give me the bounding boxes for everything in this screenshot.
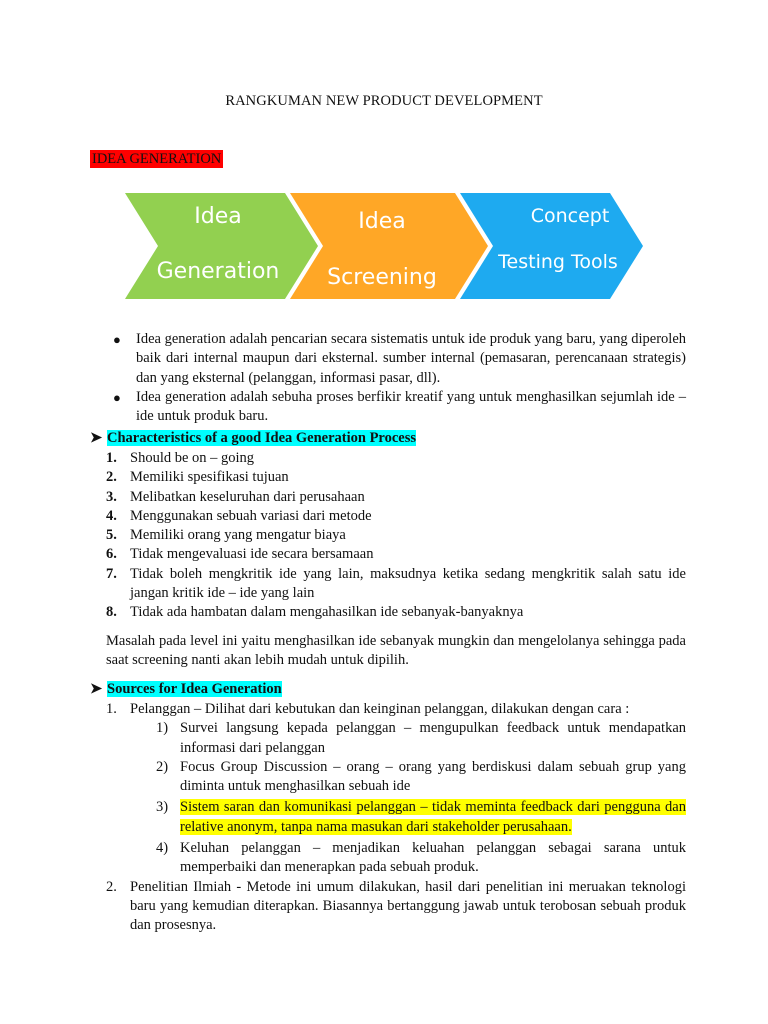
chevron-3-line1: Concept (530, 205, 610, 227)
chevron-1-line1: Idea (194, 204, 242, 229)
list-item (106, 388, 686, 427)
sub-list-item: 3) Sistem saran dan komunikasi pelanggan – tidak meminta feedback dari pengguna dan relative anonym, tanpa nama masukan dari stakeholder perusahaan. (156, 799, 686, 835)
sub-list-item-text: Survei langsung kepada pelanggan – mengupulkan feedback untuk mendapatkan informasi dari pelanggan (180, 720, 686, 756)
list-item-text: Should be on – going (130, 450, 255, 466)
list-item: 1. Pelanggan – Dilihat dari kebutukan dan keinginan pelanggan, dilakukan dengan cara : (106, 701, 630, 717)
list-item-text: Menggunakan sebuah variasi dari metode (130, 507, 372, 524)
characteristics-heading-text: Characteristics of a good Idea Generation Process (107, 430, 417, 446)
body-paragraph: Masalah pada level ini yaitu menghasilkan ide sebanyak mungkin dan mengelolanya sehingga pada saat screening nanti akan lebih mudah untuk dipilih. (106, 633, 686, 669)
sub-list-item-text: Keluhan pelanggan – menjadikan keluahan pelanggan sebagai sarana untuk memperbaiki dan menerapkan pada sebuah produk. (180, 840, 686, 876)
sub-list-item-text-highlighted: Sistem saran dan komunikasi pelanggan – tidak meminta feedback dari pengguna dan relative anonym, tanpa nama masukan dari stakeholder perusahaan. (180, 799, 686, 835)
chevron-3-line2: Testing Tools (498, 251, 618, 273)
sub-list-item-text: Focus Group Discussion – orang – orang yang berdiskusi dalam sebuah grup yang diminta untuk menghasilkan sebuah ide (180, 758, 686, 795)
list-item-text: Memiliki orang yang mengatur biaya (130, 527, 346, 544)
sources-heading (90, 680, 282, 699)
characteristics-heading (90, 429, 416, 448)
list-item (106, 330, 686, 388)
list-item-text: Pelanggan – Dilihat dari kebutukan dan keinginan pelanggan, dilakukan dengan cara : (130, 701, 630, 717)
chevron-2-line2: Screening (327, 265, 437, 290)
bullet-dot-icon: ● (113, 389, 121, 405)
list-item-text: Tidak boleh mengkritik ide yang lain, maksudnya ketika sedang mengkritik salah satu ide jangan kritik ide – ide yang lain (130, 565, 686, 602)
list-item: 5. Memiliki orang yang mengatur biaya (106, 527, 346, 544)
sub-list-item: 1) Survei langsung kepada pelanggan – mengupulkan feedback untuk mendapatkan informasi dari pelanggan (156, 720, 686, 756)
characteristics-list (106, 449, 686, 623)
list-item-text: Melibatkan keseluruhan dari perusahaan (130, 488, 365, 505)
list-item-text: Tidak ada hambatan dalam mengahasilkan ide sebanyak-banyaknya (130, 604, 524, 621)
list-item: 2. Penelitian Ilmiah - Metode ini umum dilakukan, hasil dari penelitian ini meruakan teknologi baru yang kemudian diterapkan. Biasannya bertanggung jawab untuk terobosan sebuah produk dan prosesnya. (106, 878, 686, 934)
process-flow-diagram (120, 191, 650, 301)
list-item-text: Penelitian Ilmiah - Metode ini umum dilakukan, hasil dari penelitian ini meruakan teknologi baru yang kemudian diterapkan. Biasannya bertanggung jawab untuk terobosan sebuah produk dan prosesnya. (130, 878, 686, 934)
chevron-1-line2: Generation (156, 259, 280, 284)
list-item: 6. Tidak mengevaluasi ide secara bersamaan (106, 546, 374, 563)
list-item: 7. Tidak boleh mengkritik ide yang lain, maksudnya ketika sedang mengkritik salah satu ide jangan kritik ide – ide yang lain (106, 565, 686, 602)
sub-list-item: 2) Focus Group Discussion – orang – orang yang berdiskusi dalam sebuah grup yang diminta untuk menghasilkan sebuah ide (156, 758, 686, 795)
list-item-text: Memiliki spesifikasi tujuan (130, 469, 289, 486)
arrow-right-icon: ➤ (90, 681, 103, 697)
intro-bullet-list (106, 330, 686, 426)
list-item: 1. Should be on – going (106, 450, 255, 466)
list-item: 8. Tidak ada hambatan dalam mengahasilkan ide sebanyak-banyaknya (106, 604, 524, 621)
list-item-text: Tidak mengevaluasi ide secara bersamaan (130, 546, 374, 563)
sources-list (106, 700, 686, 936)
sources-heading-text: Sources for Idea Generation (107, 681, 282, 697)
sub-list-item: 4) Keluhan pelanggan – menjadikan keluahan pelanggan sebagai sarana untuk memperbaiki dan menerapkan pada sebuah produk. (156, 840, 686, 876)
section-label-idea-generation: IDEA GENERATION (92, 151, 222, 167)
bullet-dot-icon: ● (113, 332, 121, 347)
list-item: 4. Menggunakan sebuah variasi dari metode (106, 507, 372, 524)
document-title: RANGKUMAN NEW PRODUCT DEVELOPMENT (225, 93, 543, 109)
list-item: 3. Melibatkan keseluruhan dari perusahaan (106, 488, 365, 505)
list-item: 2. Memiliki spesifikasi tujuan (106, 469, 289, 486)
bullet-text: Idea generation adalah sebuha proses berfikir kreatif yang untuk menghasilkan sejumlah ide – ide untuk produk baru. (136, 388, 686, 425)
bullet-text: Idea generation adalah pencarian secara sistematis untuk ide produk yang baru, yang diperoleh baik dari internal maupun dari eksternal. sumber internal (pemasaran, perencanaan strategis) dan yang eksternal (pelanggan, informasi pasar, dll). (136, 331, 686, 386)
arrow-right-icon: ➤ (90, 430, 103, 446)
chevron-2-line1: Idea (358, 209, 406, 234)
